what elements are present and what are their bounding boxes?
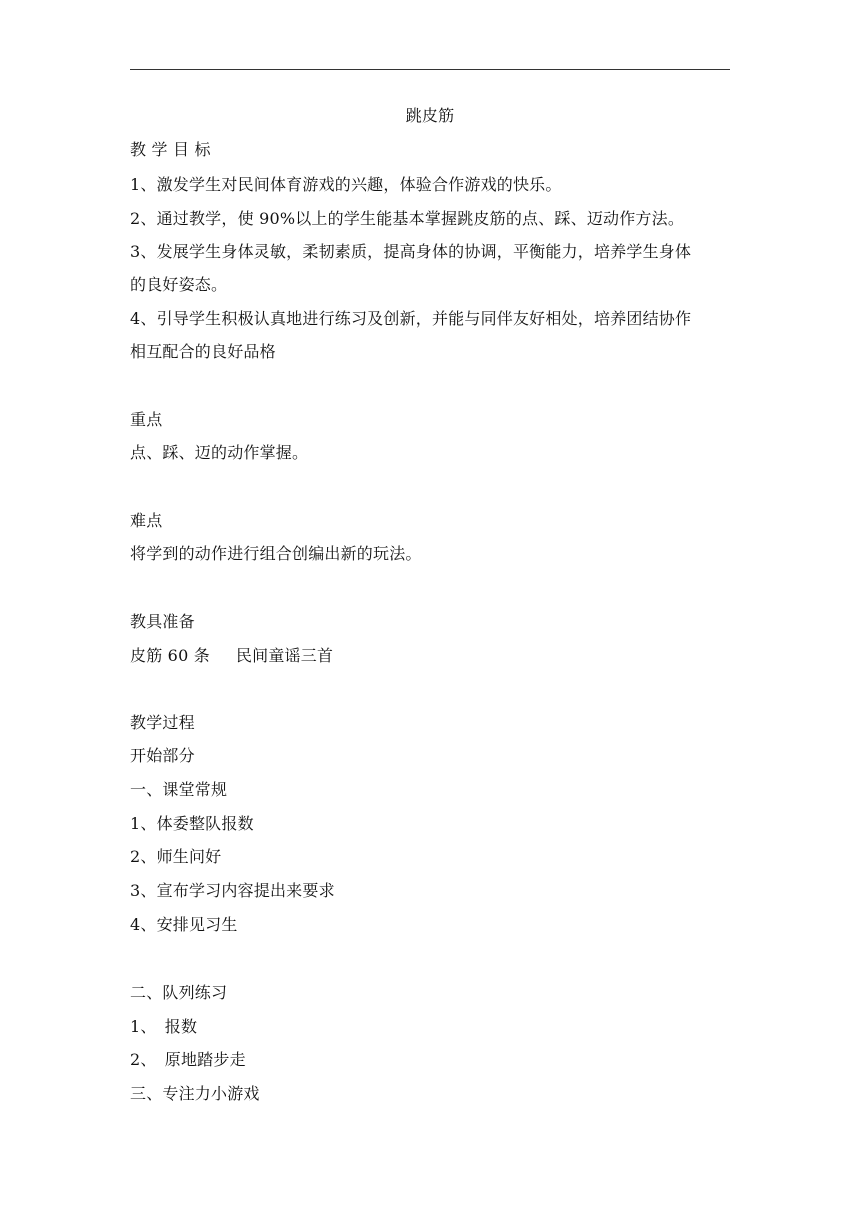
objective-item-continued: 相互配合的良好品格 [130, 342, 276, 361]
section-item: 2、 原地踏步走 [130, 1050, 246, 1069]
objective-item: 2、通过教学，使 90%以上的学生能基本掌握跳皮筋的点、踩、迈动作方法。 [130, 209, 685, 228]
document-title: 跳皮筋 [405, 106, 455, 125]
key-point-heading: 重点 [130, 410, 163, 429]
process-part: 开始部分 [130, 746, 195, 765]
section-item: 2、师生问好 [130, 847, 222, 866]
section-item: 4、安排见习生 [130, 915, 238, 934]
objective-item: 1、激发学生对民间体育游戏的兴趣，体验合作游戏的快乐。 [130, 175, 562, 194]
difficulty-text: 将学到的动作进行组合创编出新的玩法。 [130, 544, 422, 563]
section-heading: 一、课堂常规 [130, 780, 228, 799]
objective-item: 3、发展学生身体灵敏，柔韧素质，提高身体的协调，平衡能力，培养学生身体 [130, 242, 692, 261]
objective-item-continued: 的良好姿态。 [130, 275, 228, 294]
objective-item: 4、引导学生积极认真地进行练习及创新，并能与同伴友好相处，培养团结协作 [130, 309, 692, 328]
section-item: 1、 报数 [130, 1017, 198, 1036]
section-item: 1、体委整队报数 [130, 814, 254, 833]
materials-item: 民间童谣三首 [235, 646, 334, 665]
header-rule [130, 69, 730, 70]
process-heading: 教学过程 [130, 713, 195, 732]
materials-heading: 教具准备 [130, 612, 195, 631]
difficulty-heading: 难点 [130, 511, 163, 530]
section-heading: 三、专注力小游戏 [130, 1084, 260, 1103]
section-item: 3、宣布学习内容提出来要求 [130, 881, 335, 900]
materials-list [130, 646, 730, 666]
section-heading: 二、队列练习 [130, 983, 228, 1002]
objectives-heading: 教 学 目 标 [130, 140, 211, 159]
materials-item: 皮筋 60 条 [130, 646, 210, 665]
key-point-text: 点、踩、迈的动作掌握。 [130, 443, 309, 462]
